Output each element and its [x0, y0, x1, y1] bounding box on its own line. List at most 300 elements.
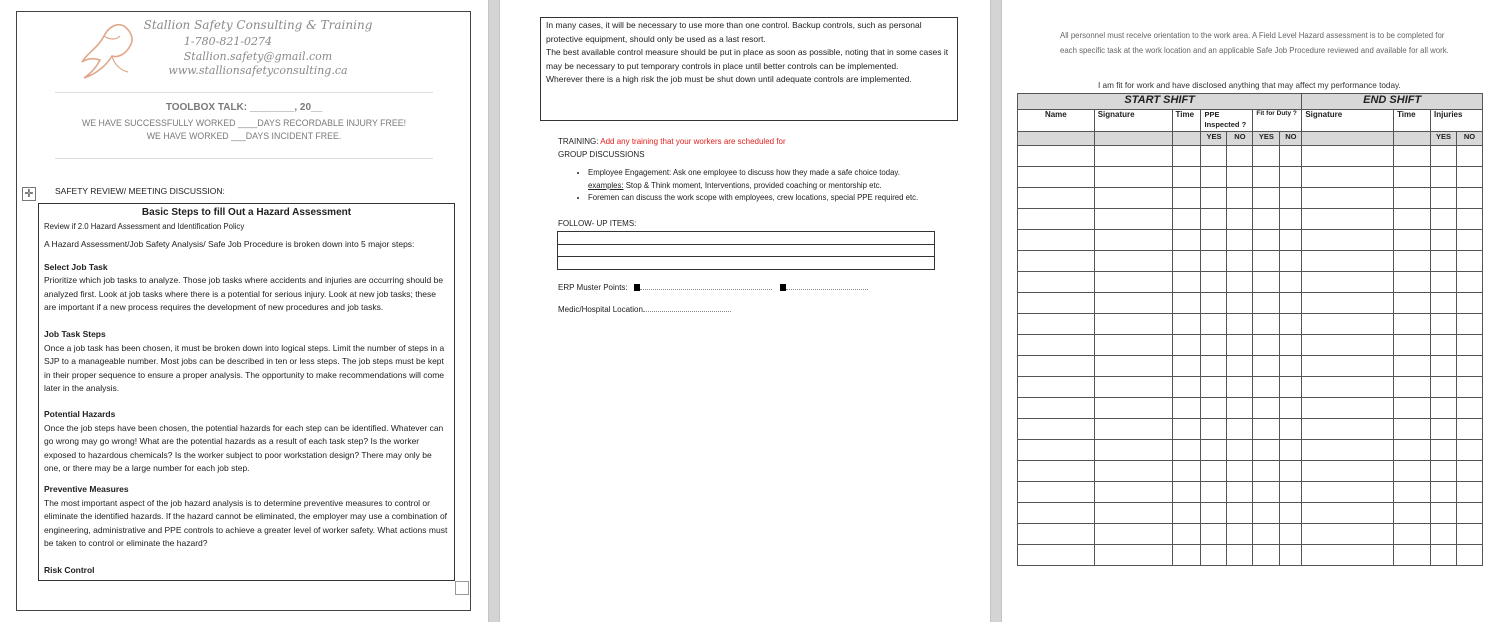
- table-cell[interactable]: [1253, 188, 1280, 209]
- table-cell[interactable]: [1394, 482, 1431, 503]
- table-cell[interactable]: [1430, 188, 1456, 209]
- box-paragraph: In many cases, it will be necessary to use more than one control. Backup controls, such as personal protective equipment, should only be used as a last resort.: [546, 20, 922, 44]
- table-cell[interactable]: [1018, 188, 1095, 209]
- table-cell[interactable]: [1430, 314, 1456, 335]
- table-cell[interactable]: [1302, 461, 1394, 482]
- table-cell[interactable]: [1227, 230, 1253, 251]
- fit-label: Fit for Duty ?: [1256, 110, 1297, 117]
- section-body: Prioritize which job tasks to analyze. Those job tasks where accidents and injuries are occurring should be analyzed first. Look at job tasks where there is a potential for serious injury. Look at new job tasks; these are important if a new process requires the development of new procedures and job tasks.: [44, 275, 444, 313]
- section-body: Once the job steps have been chosen, the potential hazards for each step can be identified. Whatever can go wrong may go wrong! What are the potential hazards as a result of each task step? Is the worker exposed to hazardous chemicals? Is the worker subject to poor workstation design? There may only be one, or there may be a large number for each job step.: [44, 422, 444, 474]
- table-cell[interactable]: [1430, 503, 1456, 524]
- table-cell[interactable]: [1430, 335, 1456, 356]
- sub-blank: [1094, 132, 1172, 146]
- table-cell[interactable]: [1456, 419, 1482, 440]
- table-cell[interactable]: [1227, 440, 1253, 461]
- table-cell[interactable]: [1018, 146, 1095, 167]
- followup-row[interactable]: [558, 257, 934, 269]
- checkbox-icon[interactable]: [780, 284, 786, 291]
- table-cell[interactable]: [1018, 209, 1095, 230]
- table-resize-handle[interactable]: [455, 581, 469, 595]
- table-row[interactable]: [1018, 167, 1483, 188]
- sub-blank: [1018, 132, 1095, 146]
- table-cell[interactable]: [1172, 440, 1201, 461]
- table-cell[interactable]: [1430, 272, 1456, 293]
- table-cell[interactable]: [1227, 209, 1253, 230]
- table-cell[interactable]: [1394, 335, 1431, 356]
- table-cell[interactable]: [1456, 272, 1482, 293]
- section-heading: Select Job Task: [44, 261, 108, 272]
- table-cell[interactable]: [1201, 167, 1227, 188]
- table-move-handle-icon[interactable]: ✛: [22, 187, 36, 201]
- table-cell[interactable]: [1018, 503, 1095, 524]
- table-cell[interactable]: [1302, 419, 1394, 440]
- table-cell[interactable]: [1094, 293, 1172, 314]
- table-cell[interactable]: [1394, 167, 1431, 188]
- list-item: [588, 192, 958, 205]
- table-cell[interactable]: [1394, 188, 1431, 209]
- table-row[interactable]: [1018, 482, 1483, 503]
- table-cell[interactable]: [1172, 272, 1201, 293]
- table-cell[interactable]: [1253, 209, 1280, 230]
- table-cell[interactable]: [1280, 272, 1302, 293]
- table-cell[interactable]: [1227, 419, 1253, 440]
- table-cell[interactable]: [1172, 251, 1201, 272]
- table-cell[interactable]: [1280, 188, 1302, 209]
- table-cell[interactable]: [1430, 251, 1456, 272]
- table-cell[interactable]: [1094, 461, 1172, 482]
- table-cell[interactable]: [1280, 167, 1302, 188]
- table-cell[interactable]: [1094, 335, 1172, 356]
- table-cell[interactable]: [1201, 314, 1227, 335]
- table-cell[interactable]: [1456, 503, 1482, 524]
- box-title: Basic Steps to fill Out a Hazard Assessment: [141, 207, 352, 218]
- table-cell[interactable]: [1253, 524, 1280, 545]
- table-cell[interactable]: [1094, 188, 1172, 209]
- table-cell[interactable]: [1394, 524, 1431, 545]
- table-cell[interactable]: [1172, 377, 1201, 398]
- table-cell[interactable]: [1394, 272, 1431, 293]
- section-heading: Job Task Steps: [44, 328, 106, 339]
- table-cell[interactable]: [1201, 524, 1227, 545]
- table-cell[interactable]: [1227, 377, 1253, 398]
- table-cell[interactable]: [1018, 419, 1095, 440]
- section-heading: Risk Control: [44, 564, 95, 575]
- table-cell[interactable]: [1094, 272, 1172, 293]
- table-cell[interactable]: [1302, 209, 1394, 230]
- medic-line: [558, 305, 731, 314]
- table-cell[interactable]: [1172, 314, 1201, 335]
- table-row[interactable]: [1018, 230, 1483, 251]
- table-cell[interactable]: [1302, 167, 1394, 188]
- table-cell[interactable]: [1302, 335, 1394, 356]
- table-cell[interactable]: [1201, 272, 1227, 293]
- table-cell[interactable]: [1227, 314, 1253, 335]
- table-cell[interactable]: [1227, 545, 1253, 566]
- company-phone: 1-780-821-0274: [183, 35, 273, 48]
- table-cell[interactable]: [1253, 272, 1280, 293]
- table-cell[interactable]: [1172, 356, 1201, 377]
- table-cell[interactable]: [1302, 314, 1394, 335]
- table-cell[interactable]: [1394, 545, 1431, 566]
- table-cell[interactable]: [1456, 251, 1482, 272]
- checkbox-icon[interactable]: [634, 284, 640, 291]
- followup-label: FOLLOW- UP ITEMS:: [558, 219, 637, 228]
- table-cell[interactable]: [1172, 398, 1201, 419]
- toolbox-talk: TOOLBOX TALK: ________, 20__: [165, 102, 323, 113]
- table-cell[interactable]: [1018, 314, 1095, 335]
- table-cell[interactable]: [1018, 335, 1095, 356]
- table-cell[interactable]: [1394, 377, 1431, 398]
- intro-text: A Hazard Assessment/Job Safety Analysis/ Safe Job Procedure is broken down into 5 major steps:: [44, 239, 415, 249]
- table-cell[interactable]: [1172, 461, 1201, 482]
- table-cell[interactable]: [1172, 419, 1201, 440]
- table-cell[interactable]: [1280, 356, 1302, 377]
- table-cell[interactable]: [1018, 482, 1095, 503]
- table-cell[interactable]: [1280, 440, 1302, 461]
- table-cell[interactable]: [1430, 209, 1456, 230]
- table-cell[interactable]: [1456, 209, 1482, 230]
- sub-no: NO: [1280, 132, 1302, 146]
- table-cell[interactable]: [1094, 209, 1172, 230]
- table-cell[interactable]: [1253, 251, 1280, 272]
- table-cell[interactable]: [1302, 482, 1394, 503]
- table-cell[interactable]: [1094, 314, 1172, 335]
- col-time-2: Time: [1394, 110, 1431, 132]
- table-cell[interactable]: [1302, 440, 1394, 461]
- table-cell[interactable]: [1172, 503, 1201, 524]
- table-cell[interactable]: [1094, 545, 1172, 566]
- table-row[interactable]: [1018, 461, 1483, 482]
- table-cell[interactable]: [1201, 230, 1227, 251]
- table-cell[interactable]: [1227, 146, 1253, 167]
- section-heading: Potential Hazards: [44, 408, 116, 419]
- table-cell[interactable]: [1172, 524, 1201, 545]
- table-cell[interactable]: [1456, 188, 1482, 209]
- table-row[interactable]: [1018, 272, 1483, 293]
- table-cell[interactable]: [1394, 356, 1431, 377]
- table-row[interactable]: [1018, 524, 1483, 545]
- table-cell[interactable]: [1201, 545, 1227, 566]
- table-cell[interactable]: [1302, 188, 1394, 209]
- table-cell[interactable]: [1280, 146, 1302, 167]
- table-cell[interactable]: [1253, 146, 1280, 167]
- table-row[interactable]: [1018, 314, 1483, 335]
- table-cell[interactable]: [1280, 524, 1302, 545]
- table-cell[interactable]: [1456, 398, 1482, 419]
- col-signature: Signature: [1094, 110, 1172, 132]
- table-cell[interactable]: [1094, 524, 1172, 545]
- table-cell[interactable]: [1253, 503, 1280, 524]
- table-cell[interactable]: [1280, 419, 1302, 440]
- table-cell[interactable]: [1430, 461, 1456, 482]
- shift-signin-table: [1017, 93, 1483, 566]
- table-cell[interactable]: [1394, 293, 1431, 314]
- table-cell[interactable]: [1172, 230, 1201, 251]
- table-row[interactable]: [1018, 293, 1483, 314]
- page-1: [0, 0, 488, 622]
- table-cell[interactable]: [1456, 167, 1482, 188]
- medic-blank[interactable]: [643, 311, 731, 312]
- table-cell[interactable]: [1172, 188, 1201, 209]
- table-cell[interactable]: [1394, 398, 1431, 419]
- erp-blank-1[interactable]: [640, 289, 772, 290]
- table-cell[interactable]: [1430, 482, 1456, 503]
- table-cell[interactable]: [1430, 419, 1456, 440]
- table-cell[interactable]: [1456, 314, 1482, 335]
- table-cell[interactable]: [1253, 335, 1280, 356]
- table-cell[interactable]: [1302, 545, 1394, 566]
- table-cell[interactable]: [1394, 230, 1431, 251]
- table-row[interactable]: [1018, 440, 1483, 461]
- table-cell[interactable]: [1201, 251, 1227, 272]
- table-cell[interactable]: [1280, 209, 1302, 230]
- table-cell[interactable]: [1094, 482, 1172, 503]
- sub-no: NO: [1456, 132, 1482, 146]
- table-cell[interactable]: [1456, 356, 1482, 377]
- table-cell[interactable]: [1253, 356, 1280, 377]
- table-cell[interactable]: [1394, 314, 1431, 335]
- table-cell[interactable]: [1094, 419, 1172, 440]
- table-cell[interactable]: [1302, 230, 1394, 251]
- table-cell[interactable]: [1094, 251, 1172, 272]
- erp-blank-2[interactable]: [786, 289, 868, 290]
- followup-row[interactable]: [558, 245, 934, 257]
- table-cell[interactable]: [1430, 440, 1456, 461]
- table-cell[interactable]: [1018, 167, 1095, 188]
- table-cell[interactable]: [1302, 503, 1394, 524]
- table-cell[interactable]: [1280, 545, 1302, 566]
- table-cell[interactable]: [1302, 293, 1394, 314]
- company-website: www.stallionsafetyconsulting.ca: [168, 64, 348, 77]
- followup-table[interactable]: [557, 231, 935, 270]
- table-cell[interactable]: [1456, 461, 1482, 482]
- table-cell[interactable]: [1201, 209, 1227, 230]
- table-cell[interactable]: [1018, 293, 1095, 314]
- blank-rows: [1018, 146, 1483, 566]
- table-cell[interactable]: [1253, 461, 1280, 482]
- table-cell[interactable]: [1253, 545, 1280, 566]
- table-cell[interactable]: [1227, 482, 1253, 503]
- table-cell[interactable]: [1201, 335, 1227, 356]
- col-injuries: Injuries: [1430, 110, 1482, 132]
- table-cell[interactable]: [1172, 293, 1201, 314]
- col-name: Name: [1018, 110, 1095, 132]
- table-row[interactable]: [1018, 419, 1483, 440]
- table-cell[interactable]: [1201, 377, 1227, 398]
- table-cell[interactable]: [1018, 545, 1095, 566]
- table-cell[interactable]: [1201, 398, 1227, 419]
- table-cell[interactable]: [1018, 251, 1095, 272]
- table-cell[interactable]: [1456, 146, 1482, 167]
- table-cell[interactable]: [1456, 377, 1482, 398]
- table-cell[interactable]: [1394, 209, 1431, 230]
- table-cell[interactable]: [1394, 461, 1431, 482]
- erp-line: [558, 283, 868, 292]
- table-cell[interactable]: [1253, 419, 1280, 440]
- table-cell[interactable]: [1253, 482, 1280, 503]
- table-cell[interactable]: [1280, 293, 1302, 314]
- table-cell[interactable]: [1280, 251, 1302, 272]
- hazard-assessment-box[interactable]: [38, 203, 455, 581]
- table-cell[interactable]: [1227, 251, 1253, 272]
- table-cell[interactable]: [1280, 461, 1302, 482]
- table-row[interactable]: [1018, 398, 1483, 419]
- table-cell[interactable]: [1302, 251, 1394, 272]
- table-cell[interactable]: [1456, 524, 1482, 545]
- table-cell[interactable]: [1456, 293, 1482, 314]
- safety-review-label: SAFETY REVIEW/ MEETING DISCUSSION:: [55, 186, 225, 196]
- table-cell[interactable]: [1394, 419, 1431, 440]
- injury-free-line: WE HAVE SUCCESSFULLY WORKED ____DAYS RECORDABLE INJURY FREE!: [81, 118, 407, 128]
- table-cell[interactable]: [1227, 188, 1253, 209]
- table-cell[interactable]: [1253, 377, 1280, 398]
- table-cell[interactable]: [1280, 503, 1302, 524]
- table-cell[interactable]: [1280, 230, 1302, 251]
- table-cell[interactable]: [1018, 272, 1095, 293]
- table-cell[interactable]: [1280, 314, 1302, 335]
- table-row[interactable]: [1018, 356, 1483, 377]
- sub-no: NO: [1227, 132, 1253, 146]
- table-row[interactable]: [1018, 503, 1483, 524]
- table-cell[interactable]: [1302, 272, 1394, 293]
- examples-text: Stop & Think moment, Interventions, provided coaching or mentorship etc.: [625, 180, 882, 190]
- table-cell[interactable]: [1253, 293, 1280, 314]
- table-cell[interactable]: [1456, 230, 1482, 251]
- table-cell[interactable]: [1201, 146, 1227, 167]
- table-cell[interactable]: [1430, 524, 1456, 545]
- table-cell[interactable]: [1253, 167, 1280, 188]
- table-cell[interactable]: [1172, 209, 1201, 230]
- table-cell[interactable]: [1302, 356, 1394, 377]
- table-subheader-row: [1018, 132, 1483, 146]
- section-heading: Preventive Measures: [44, 483, 129, 494]
- table-cell[interactable]: [1172, 146, 1201, 167]
- table-cell[interactable]: [1018, 461, 1095, 482]
- table-cell[interactable]: [1201, 461, 1227, 482]
- table-cell[interactable]: [1430, 146, 1456, 167]
- table-cell[interactable]: [1201, 503, 1227, 524]
- table-cell[interactable]: [1094, 440, 1172, 461]
- table-cell[interactable]: [1227, 335, 1253, 356]
- col-time: Time: [1172, 110, 1201, 132]
- table-cell[interactable]: [1094, 503, 1172, 524]
- section-body: The most important aspect of the job hazard analysis is to determine preventive measures to control or eliminate the identified hazards. If the hazard cannot be eliminated, the employer may use a combination of engineering, administrative and PPE controls to achieve a greater level of worker safety. What actions must be taken to control or eliminate the hazard?: [44, 497, 448, 549]
- table-cell[interactable]: [1430, 377, 1456, 398]
- table-cell[interactable]: [1227, 461, 1253, 482]
- table-cell[interactable]: [1018, 356, 1095, 377]
- table-row[interactable]: [1018, 545, 1483, 566]
- table-cell[interactable]: [1094, 377, 1172, 398]
- table-cell[interactable]: [1280, 377, 1302, 398]
- table-cell[interactable]: [1302, 524, 1394, 545]
- table-row[interactable]: [1018, 335, 1483, 356]
- table-cell[interactable]: [1394, 503, 1431, 524]
- table-cell[interactable]: [1201, 419, 1227, 440]
- table-cell[interactable]: [1430, 293, 1456, 314]
- fit-statement: I am fit for work and have disclosed anything that may affect my performance today.: [1098, 81, 1401, 90]
- table-cell[interactable]: [1227, 356, 1253, 377]
- table-cell[interactable]: [1430, 545, 1456, 566]
- table-cell[interactable]: [1253, 398, 1280, 419]
- table-cell[interactable]: [1302, 398, 1394, 419]
- table-cell[interactable]: [1280, 482, 1302, 503]
- table-cell[interactable]: [1094, 230, 1172, 251]
- table-cell[interactable]: [1253, 230, 1280, 251]
- table-cell[interactable]: [1094, 398, 1172, 419]
- table-cell[interactable]: [1094, 167, 1172, 188]
- table-cell[interactable]: [1302, 146, 1394, 167]
- table-cell[interactable]: [1172, 335, 1201, 356]
- table-row[interactable]: [1018, 209, 1483, 230]
- table-cell[interactable]: [1018, 398, 1095, 419]
- table-cell[interactable]: [1253, 440, 1280, 461]
- end-shift-header: END SHIFT: [1302, 94, 1483, 110]
- table-cell[interactable]: [1253, 314, 1280, 335]
- table-cell[interactable]: [1172, 545, 1201, 566]
- table-cell[interactable]: [1227, 503, 1253, 524]
- table-cell[interactable]: [1280, 398, 1302, 419]
- table-cell[interactable]: [1227, 293, 1253, 314]
- divider: [55, 158, 433, 159]
- table-cell[interactable]: [1172, 167, 1201, 188]
- table-cell[interactable]: [1456, 335, 1482, 356]
- table-cell[interactable]: [1456, 545, 1482, 566]
- page-2: [500, 0, 990, 622]
- medic-label: Medic/Hospital Location: [558, 305, 643, 314]
- table-cell[interactable]: [1430, 398, 1456, 419]
- table-cell[interactable]: [1018, 440, 1095, 461]
- table-cell[interactable]: [1280, 335, 1302, 356]
- bullet-text: Employee Engagement: Ask one employee to discuss how they made a safe choice today.: [588, 168, 900, 177]
- table-cell[interactable]: [1394, 146, 1431, 167]
- sub-yes: YES: [1253, 132, 1280, 146]
- section-body: Once a job task has been chosen, it must be broken down into logical steps. Limit the number of steps in a SJP to a manageable number. Most jobs can be described in ten or less steps. The job steps must be kept in their proper sequence to ensure a proper analysis. The opportunity to make recommendations will come later in the analysis.: [44, 342, 445, 394]
- table-cell[interactable]: [1201, 293, 1227, 314]
- table-cell[interactable]: [1201, 482, 1227, 503]
- box-paragraph: The best available control measure should be put in place as soon as possible, noting that in some cases it may be necessary to put temporary controls in place until better controls can be implemented.: [546, 47, 949, 71]
- table-cell[interactable]: [1018, 377, 1095, 398]
- table-cell[interactable]: [1394, 251, 1431, 272]
- table-cell[interactable]: [1227, 167, 1253, 188]
- table-cell[interactable]: [1201, 356, 1227, 377]
- table-cell[interactable]: [1456, 440, 1482, 461]
- table-cell[interactable]: [1430, 356, 1456, 377]
- table-cell[interactable]: [1018, 230, 1095, 251]
- table-cell[interactable]: [1018, 524, 1095, 545]
- table-row[interactable]: [1018, 146, 1483, 167]
- table-cell[interactable]: [1394, 440, 1431, 461]
- table-cell[interactable]: [1094, 356, 1172, 377]
- followup-row[interactable]: [558, 232, 934, 245]
- table-cell[interactable]: [1094, 146, 1172, 167]
- table-cell[interactable]: [1456, 482, 1482, 503]
- table-cell[interactable]: [1172, 482, 1201, 503]
- ppe-label: PPE Inspected ?: [1204, 110, 1247, 129]
- table-cell[interactable]: [1227, 272, 1253, 293]
- controls-text-box[interactable]: [540, 17, 958, 121]
- table-cell[interactable]: [1302, 377, 1394, 398]
- table-row[interactable]: [1018, 188, 1483, 209]
- table-cell[interactable]: [1227, 524, 1253, 545]
- table-row[interactable]: [1018, 377, 1483, 398]
- table-cell[interactable]: [1227, 398, 1253, 419]
- table-cell[interactable]: [1201, 440, 1227, 461]
- sub-yes: YES: [1430, 132, 1456, 146]
- table-cell[interactable]: [1430, 167, 1456, 188]
- table-cell[interactable]: [1201, 188, 1227, 209]
- table-cell[interactable]: [1430, 230, 1456, 251]
- table-row[interactable]: [1018, 251, 1483, 272]
